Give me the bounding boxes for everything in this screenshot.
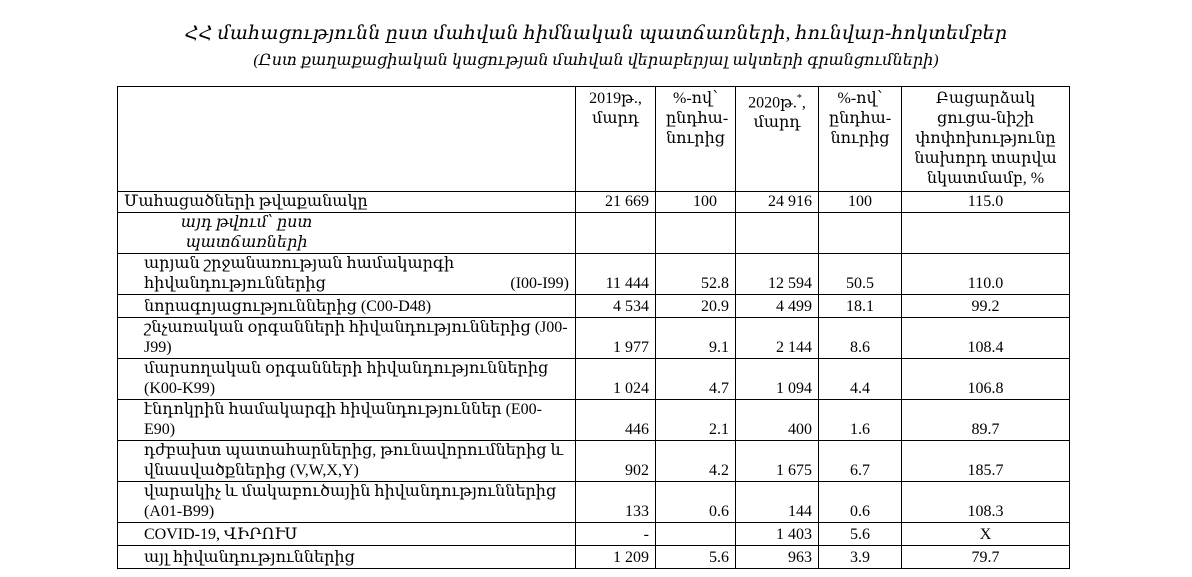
header-pct-2019: %-ով՝ ընդհա-նուրից — [656, 87, 736, 192]
cell-2020: 963 — [736, 546, 819, 569]
cell-empty — [656, 213, 736, 254]
header-change: Բացարձակ ցուցա-նիշի փոփոխությունը նախորդ տարվա նկատմամբ, % — [902, 87, 1070, 192]
table-row — [118, 295, 1070, 318]
cell-pct-2020: 3.9 — [819, 546, 902, 569]
table-row — [118, 254, 1070, 295]
cell-2020: 144 — [736, 482, 819, 523]
cell-label: էնդոկրին համակարգի հիվանդություններ (E00-E90) — [118, 400, 576, 441]
subheading: այդ թվում՝ ըստ պատճառների — [118, 213, 576, 254]
cell-change: X — [902, 523, 1070, 546]
cell-label: նորագոյացություններից (C00-D48) — [118, 295, 576, 318]
cell-label: վարակիչ և մակաբուծային հիվանդություններից (A01-B99) — [118, 482, 576, 523]
cell-2020: 12 594 — [736, 254, 819, 295]
cell-pct-2019: 4.2 — [656, 441, 736, 482]
header-2019: 2019թ., մարդ — [576, 87, 656, 192]
cell-pct-2019 — [656, 523, 736, 546]
cell-pct-2020: 8.6 — [819, 318, 902, 359]
cell-label: մարսողական օրգանների հիվանդություններից (K00-K99) — [118, 359, 576, 400]
cell-pct-2019: 0.6 — [656, 482, 736, 523]
table-header-row — [118, 87, 1070, 192]
cell-change: 79.7 — [902, 546, 1070, 569]
mortality-table — [117, 86, 1070, 569]
cell-empty — [736, 213, 819, 254]
cell-empty — [902, 213, 1070, 254]
cell-2020: 24 916 — [736, 192, 819, 213]
table-row — [118, 359, 1070, 400]
cell-empty — [819, 213, 902, 254]
cell-change: 89.7 — [902, 400, 1070, 441]
cell-label: արյան շրջանառության համակարգի հիվանդություններից (I00-I99) — [118, 254, 576, 295]
page-title: ՀՀ մահացությունն ըստ մահվան հիմնական պատճառների, հունվար-հոկտեմբեր — [184, 23, 1008, 44]
table-row — [118, 318, 1070, 359]
cell-pct-2020: 6.7 — [819, 441, 902, 482]
cell-label: COVID-19, ՎԻՐՈՒՍ — [118, 523, 576, 546]
cell-2019: - — [576, 523, 656, 546]
table-row-subheading — [118, 213, 1070, 254]
cell-pct-2020: 100 — [819, 192, 902, 213]
cell-pct-2019: 20.9 — [656, 295, 736, 318]
page-subtitle: (Ըստ քաղաքացիական կացության մահվան վերաբերյալ ակտերի գրանցումների) — [253, 52, 939, 69]
table-row-total — [118, 192, 1070, 213]
header-2020 — [736, 87, 819, 192]
cell-2019: 133 — [576, 482, 656, 523]
cell-change: 99.2 — [902, 295, 1070, 318]
table-row — [118, 482, 1070, 523]
cell-pct-2020: 4.4 — [819, 359, 902, 400]
cell-change: 108.3 — [902, 482, 1070, 523]
cell-2020: 2 144 — [736, 318, 819, 359]
header-2020-year: 2020թ. — [748, 94, 797, 112]
cell-2019: 11 444 — [576, 254, 656, 295]
cell-pct-2019: 100 — [656, 192, 736, 213]
cell-pct-2020: 5.6 — [819, 523, 902, 546]
cell-change: 110.0 — [902, 254, 1070, 295]
cell-pct-2020: 50.5 — [819, 254, 902, 295]
cell-pct-2019: 9.1 — [656, 318, 736, 359]
cell-label: դժբախտ պատահարներից, թունավորումներից և վնասվածքներից (V,W,X,Y) — [118, 441, 576, 482]
header-2020-footnote-mark: * — [796, 93, 802, 104]
cell-2019: 1 024 — [576, 359, 656, 400]
cell-2020: 4 499 — [736, 295, 819, 318]
cell-2019: 4 534 — [576, 295, 656, 318]
table-row — [118, 523, 1070, 546]
table-row — [118, 400, 1070, 441]
cell-pct-2019: 5.6 — [656, 546, 736, 569]
table-row — [118, 546, 1070, 569]
cell-change: 106.8 — [902, 359, 1070, 400]
cell-pct-2020: 1.6 — [819, 400, 902, 441]
table-row — [118, 441, 1070, 482]
cell-2019: 446 — [576, 400, 656, 441]
cell-empty — [576, 213, 656, 254]
header-pct-2020: %-ով՝ ընդհա-նուրից — [819, 87, 902, 192]
cell-pct-2019: 2.1 — [656, 400, 736, 441]
header-cause — [118, 87, 576, 192]
cell-pct-2020: 0.6 — [819, 482, 902, 523]
cell-pct-2019: 52.8 — [656, 254, 736, 295]
cell-2019: 21 669 — [576, 192, 656, 213]
cell-2020: 1 403 — [736, 523, 819, 546]
cell-change: 185.7 — [902, 441, 1070, 482]
cell-change: 115.0 — [902, 192, 1070, 213]
cell-2020: 1 675 — [736, 441, 819, 482]
cell-pct-2019: 4.7 — [656, 359, 736, 400]
cell-label: շնչառական օրգանների հիվանդություններից (J00-J99) — [118, 318, 576, 359]
cell-change: 108.4 — [902, 318, 1070, 359]
header-2020-unit: , մարդ — [753, 94, 806, 132]
cell-2020: 1 094 — [736, 359, 819, 400]
cell-2019: 902 — [576, 441, 656, 482]
cell-label: այլ հիվանդություններից — [118, 546, 576, 569]
cell-2020: 400 — [736, 400, 819, 441]
cell-2019: 1 209 — [576, 546, 656, 569]
cell-label: Մահացածների թվաքանակը — [118, 192, 576, 213]
cell-pct-2020: 18.1 — [819, 295, 902, 318]
cell-2019: 1 977 — [576, 318, 656, 359]
